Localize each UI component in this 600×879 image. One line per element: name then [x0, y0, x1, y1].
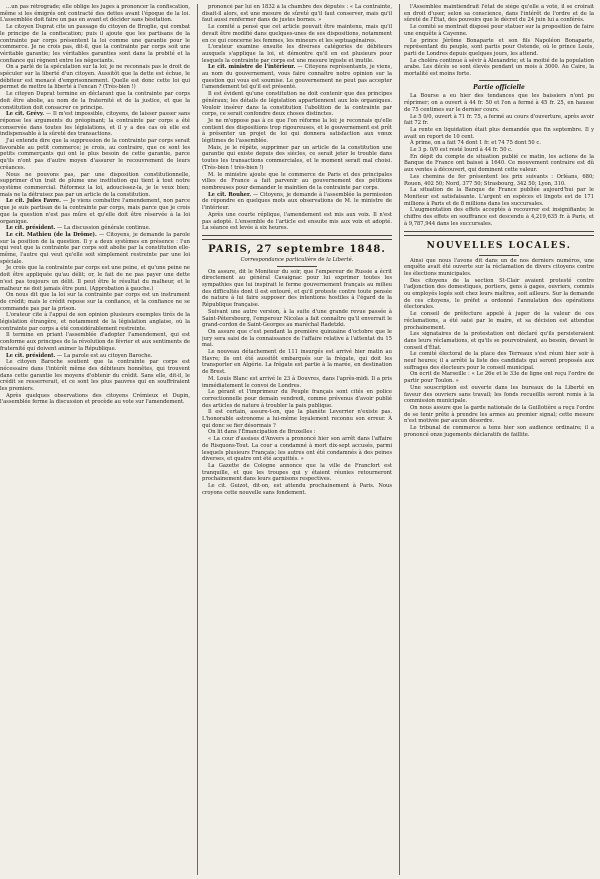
article-paragraph	[404, 38, 594, 58]
speaker-name: Le cit. Jules Favre.	[6, 198, 61, 205]
article-paragraph	[202, 376, 392, 389]
paragraph-text: Le tribunal de commerce a tenu hier son audience ordinaire; il a prononcé onze jugements déclaratifs de faillite.	[404, 425, 594, 438]
article-paragraph	[0, 198, 190, 225]
paragraph-text: On écrit de Marseille : « Le 26e et le 33e de ligne ont reçu l'ordre de partir pour Toulon. »	[404, 371, 594, 385]
paragraph-text: prononcé par lui en 1832 à la chambre des députés : « La contrainte, disait-il alors, est une mesure de sûreté qu'il faut conserver, mais qu'il faut aussi renfermer dans de justes bornes. »	[202, 4, 392, 24]
paragraph-text: — Citoyens, je demande à l'assemblée la permission de répondre en quelques mots aux observations de M. le ministre de l'intérieur.	[202, 191, 392, 212]
article-paragraph	[404, 174, 594, 187]
article-paragraph	[202, 44, 392, 64]
paragraph-text: Le cit. Guizot, dit-on, est attendu prochainement à Paris. Nous croyons cette nouvelle sans fondement.	[202, 483, 392, 496]
section-separator	[404, 231, 594, 236]
paragraph-text: L'orateur examine ensuite les diverses catégories de débiteurs auxquels s'applique la loi, et démontre qu'il en est plusieurs pour lesquels la contrainte par corps est une mesure injuste et inutile.	[202, 44, 392, 64]
article-paragraph	[202, 212, 392, 232]
speaker-name: Le cit. Grévy.	[6, 111, 45, 118]
article-paragraph	[404, 311, 594, 331]
article-paragraph	[202, 118, 392, 145]
column-1	[0, 4, 190, 875]
article-paragraph	[404, 187, 594, 207]
paragraph-text: — La discussion générale continue.	[57, 225, 151, 232]
article-paragraph	[0, 332, 190, 352]
article-paragraph	[0, 225, 190, 232]
subsection-title: Partie officielle	[473, 83, 525, 91]
paragraph-text: Les signataires de la protestation ont déclaré qu'ils persisteraient dans leurs réclamations, et qu'ils se pourvoiraient, au besoin, devant le conseil d'État.	[404, 331, 594, 351]
article-paragraph	[0, 64, 190, 91]
article-paragraph	[404, 93, 594, 113]
column-3-bourse	[404, 93, 594, 227]
paragraph-text: Le gérant et l'imprimeur du Peuple français sont cités en police correctionnelle pour demain vendredi, comme prévenus d'avoir publié des articles de nature à troubler la paix publique.	[202, 389, 392, 409]
paragraph-text: Le comité se montrait disposé pour statuer sur la proposition de faire une enquête à Cayenne.	[404, 24, 594, 37]
paragraph-text: M. Louis Blanc est arrivé le 23 à Douvres, dans l'après-midi. Il a pris immédiatement le convoi de Londres.	[202, 375, 392, 389]
speaker-name: Le cit. Rouher.	[208, 191, 252, 198]
article-paragraph	[404, 127, 594, 140]
paragraph-text: Le 5 0/0, ouvert à 71 fr. 75, a fermé au cours d'ouverture, après avoir fait 72 fr.	[404, 113, 594, 127]
article-paragraph	[404, 147, 594, 154]
article-paragraph	[202, 389, 392, 409]
article-paragraph	[404, 385, 594, 405]
paragraph-text: Nous ne pouvons pas, par une disposition constitutionnelle, supprimer d'un trait de plume une institution qui tient à tout notre système commercial. Réformez la loi, adoucissez-la, je le veux bien; mais ne la détruisez pas par un article de la constitution.	[0, 171, 190, 198]
paragraph-text: …un pas rétrograde; elle oblige les juges à prononcer la confiscation, même si les émigrés ont contracté des dettes avant l'époque de la loi. L'assemblée doit faire un pas en avant et décider sans hésitation.	[0, 4, 190, 24]
short-rule	[479, 255, 519, 256]
column-rule	[399, 4, 400, 875]
speaker-name: Le cit. président.	[6, 225, 56, 232]
local-news-title: NOUVELLES LOCALES.	[426, 240, 572, 251]
article-paragraph	[202, 436, 392, 463]
short-rule	[479, 80, 519, 81]
paragraph-text: Le choléra continue à sévir à Alexandrie; et la moitié de la population arabe. Les décès se sont élevés pendant un mois à 3000. Au Caire, la mortalité est moins forte.	[404, 57, 594, 78]
speaker-name: Le cit. ministre de l'intérieur.	[208, 64, 296, 71]
correspondence-subhead: Correspondance particulière de la Liberté.	[240, 256, 354, 263]
paragraph-text: Mais, je le répète, supprimer par un article de la constitution une garantie qui existe depuis des siècles, ce serait jeter le trouble dans toutes les transactions commerciales, et le moment serait mal choisi. (Très-bien ! très-bien !)	[202, 144, 392, 171]
paragraph-text: L'orateur cite à l'appui de son opinion plusieurs exemples tirés de la législation étrangère, et notamment de la législation anglaise, où la contrainte par corps a été considérablement restreinte.	[0, 312, 190, 332]
paragraph-text: Il est certain, assure-t-on, que la planète Leverrier n'existe pas. L'honorable astronome a lui-même loyalement reconnu son erreur. À qui donc se fier désormais ?	[202, 409, 392, 429]
article-paragraph	[404, 4, 594, 24]
paragraph-text: On nous assure que la garde nationale de la Guillotière a reçu l'ordre de se tenir prête à prendre les armes au premier signal; cette mesure n'est motivée par aucun désordre.	[404, 404, 594, 425]
article-paragraph	[0, 4, 190, 24]
article-paragraph	[404, 425, 594, 438]
paragraph-text: La Bourse a eu hier des tendances que les baissiers n'ont pu réprimer; on a ouvert à 44 fr. 50 et l'on a fermé à 45 fr. 25, en hausse de 75 centimes sur le dernier cours.	[404, 93, 594, 113]
article-paragraph	[404, 114, 594, 127]
paragraph-text: Le 3 p. 0/0 est resté lourd à 44 fr. 50 c.	[410, 147, 513, 154]
paragraph-text: J'ai entendu dire que la suppression de la contrainte par corps serait favorable au petit commerce; je crois, au contraire, que ce sont les petits commerçants qui ont le plus besoin de cette garantie, parce qu'ils n'ont pas d'autre moyen d'assurer le recouvrement de leurs créances.	[0, 138, 190, 171]
column-2-news	[202, 269, 392, 497]
article-paragraph	[404, 371, 594, 384]
paragraph-text: — Je viens combattre l'amendement, non parce que je suis partisan de la contrainte par corps, mais parce que je crois que la question n'est pas mûre et qu'elle doit être réservée à la loi organique.	[0, 198, 190, 225]
paragraph-text: Suivant une autre version, à la suite d'une grande revue passée à Saint-Pétersbourg, l'empereur Nicolas a fait connaître qu'il enverrait le grand-cordon de Saint-Georges au maréchal Radetzki.	[202, 308, 392, 329]
paragraph-text: « La cour d'assises d'Anvers a prononcé hier son arrêt dans l'affaire de Risquons-Tout. La cour a condamné à mort dix-sept accusés, parmi lesquels plusieurs Français; les autres ont été condamnés à des peines diverses, et quatre ont été acquittés. »	[202, 436, 392, 463]
paragraph-text: Le nouveau détachement de 111 insurgés est arrivé hier matin au Havre; ils ont été aussitôt embarqués sur la frégate, qui doit les transporter en Algérie. La frégate est partie à la marée, en destination de Brest.	[202, 349, 392, 376]
article-paragraph	[202, 64, 392, 91]
paragraph-text: — La parole est au citoyen Baroche.	[57, 352, 153, 359]
paragraph-text: — Citoyens représentants, je viens, au nom du gouvernement, vous faire connaître notre opinion sur la question qui vous est soumise. Le gouvernement ne peut pas accepter l'amendement tel qu'il est présenté.	[202, 64, 392, 91]
column-2	[202, 4, 392, 875]
column-3	[404, 4, 594, 875]
paragraph-text: En dépit du compte de situation publié ce matin, les actions de la Banque de France ont baissé à 1640. Ce mouvement contraire est dû aux ventes à découvert, qui dominent cette valeur.	[404, 153, 594, 174]
paragraph-text: Le comité électoral de la place des Terreaux s'est réuni hier soir à neuf heures; il a arrêté la liste des candidats qui seront proposés aux suffrages des électeurs pour le conseil municipal.	[404, 351, 594, 371]
article-paragraph	[0, 91, 190, 111]
article-paragraph	[202, 309, 392, 329]
article-paragraph	[0, 111, 190, 138]
article-paragraph	[202, 172, 392, 192]
article-paragraph	[0, 353, 190, 360]
article-paragraph	[202, 91, 392, 118]
paragraph-text: Il est évident qu'une constitution ne doit contenir que des principes généraux; les détails de législation appartiennent aux lois organiques. Vouloir insérer dans la constitution l'abolition de la contrainte par corps, ce serait confondre deux choses distinctes.	[202, 91, 392, 118]
paragraph-text: On assure, dit le Moniteur du soir, que l'empereur de Russie a écrit directement au général Cavaignac pour lui exprimer toutes les sympathies que lui inspirait le ferme gouvernement français au milieu des difficultés dont il est entouré, et qu'il proteste contre toute pensée de nature à lui faire supposer des intentions hostiles à l'égard de la République française.	[202, 268, 392, 309]
article-paragraph	[0, 138, 190, 172]
paragraph-text: Une souscription est ouverte dans les bureaux de la Liberté en faveur des ouvriers sans travail; les fonds recueillis seront remis à la commission municipale.	[404, 384, 594, 405]
paragraph-text: On lit dans l'Émancipation de Bruxelles :	[208, 429, 316, 436]
article-paragraph	[0, 312, 190, 332]
paragraph-text: Le citoyen Baroche soutient que la contrainte par corps est nécessaire dans l'intérêt même des débiteurs honnêtes, qui trouvent dans cette garantie les moyens d'obtenir du crédit. Sans elle, dit-il, le crédit se resserrerait, et ce sont les plus pauvres qui en souffriraient les premiers.	[0, 359, 190, 393]
article-paragraph	[202, 329, 392, 349]
paragraph-text: La situation de la Banque de France publiée aujourd'hui par le Moniteur est satisfaisante. L'argent en espèces et lingots est de 171 millions à Paris et de 8 millions dans les succursales.	[404, 187, 594, 207]
paragraph-text: Je ne m'oppose pas à ce que l'on réforme la loi; je reconnais qu'elle contient des dispositions trop rigoureuses, et le gouvernement est prêt à présenter un projet de loi qui donnera satisfaction aux vœux légitimes de l'assemblée.	[202, 117, 392, 145]
paragraph-text: On a parlé de la spéculation sur la loi; je ne reconnais pas le droit de spéculer sur la liberté d'un citoyen. Aussitôt que la dette est échue, le débiteur est menacé d'emprisonnement. Quelle est donc cette loi qui permet de mettre la liberté à l'encan ? (Très-bien !)	[0, 64, 190, 91]
paragraph-text: — Il m'est impossible, citoyens, de laisser passer sans réponse les arguments du préopinant; la contrainte par corps a été conservée dans toutes les législations, et il y a des cas où elle est indispensable à la sûreté des transactions.	[0, 111, 190, 138]
column-rule	[197, 4, 198, 875]
paragraph-text: Le prince Jérôme Bonaparte et son fils Napoléon Bonaparte, représentant du peuple, sont partis pour Ostende, où le prince Louis, parti de Londres depuis quelques jours, les attend.	[404, 37, 594, 57]
speaker-name: Le cit. président.	[6, 352, 56, 359]
paragraph-text: Le citoyen Duprat cite un passage du citoyen de Broglie, qui combat le principe de la confiscation; puis il ajoute que les partisans de la contrainte par corps présentent la loi comme une garantie pour le commerce. Je ne crois pas, dit-il, que la contrainte par corps soit une véritable garantie; les véritables garanties sont dans la probité et la confiance qui règnent entre les négociants.	[0, 24, 190, 64]
paragraph-text: La Gazette de Cologne annonce que la ville de Francfort est tranquille, et que les troupes qui y étaient réunies retourneront prochainement dans leurs garnisons respectives.	[202, 463, 392, 483]
paragraph-text: On nous dit que la loi sur la contrainte par corps est un instrument de crédit; mais le crédit repose sur la confiance, et la confiance ne se commande pas par la prison.	[0, 292, 190, 312]
article-paragraph	[0, 393, 190, 406]
article-paragraph	[0, 232, 190, 266]
paragraph-text: Après une courte réplique, l'amendement est mis aux voix. Il n'est pas adopté. L'ensemble de l'article est ensuite mis aux voix et adopté. La séance est levée à six heures.	[202, 211, 392, 232]
article-paragraph	[0, 172, 190, 199]
speaker-name: Le cit. Mathieu (de la Drôme).	[6, 231, 97, 238]
article-paragraph	[202, 483, 392, 496]
paragraph-text: Je crois que la contrainte par corps est une peine, et qu'une peine ne doit être appliquée qu'au délit; or, le fait de ne pas payer une dette n'est pas toujours un délit. Il peut être le résultat du malheur, et le malheur ne doit jamais être puni. (Approbation à gauche.)	[0, 265, 190, 292]
article-paragraph	[0, 292, 190, 312]
article-paragraph	[202, 24, 392, 44]
article-paragraph	[404, 24, 594, 37]
column-2-top-articles	[202, 4, 392, 232]
paragraph-text: Le comité a pensé que cet article pouvait être maintenu, mais qu'il devait être modifié dans quelques-unes de ses dispositions, notamment en ce qui concerne les femmes, les mineurs et les septuagénaires.	[202, 24, 392, 44]
article-paragraph	[202, 4, 392, 24]
paragraph-text: Les chemins de fer présentent les prix suivants : Orléans, 680; Rouen, 402 50; Nord, 377 50; Strasbourg, 342 50; Lyon, 310.	[404, 173, 594, 187]
article-paragraph	[202, 269, 392, 309]
article-paragraph	[404, 154, 594, 174]
paragraph-text: À prime, on a fait 74 dont 1 fr. et 74 75 dont 50 c.	[410, 140, 541, 147]
article-paragraph	[404, 207, 594, 227]
paragraph-text: Après quelques observations des citoyens Crémieux et Dupin, l'assemblée ferme la discussion et procède au vote sur l'amendement.	[0, 392, 190, 406]
article-paragraph	[404, 351, 594, 371]
article-paragraph	[202, 409, 392, 429]
paragraph-text: L'augmentation des effets acceptés à recouvrer est insignifiante; le chiffre des effets en souffrance est descendu à 4,219,635 fr. à Paris, et à 9,787,944 dans les succursales.	[404, 207, 594, 227]
paragraph-text: M. le ministre ajoute que le commerce de Paris et des principales villes de France a fait parvenir au gouvernement des pétitions nombreuses pour demander le maintien de la contrainte par corps.	[202, 171, 392, 191]
short-rule	[277, 266, 317, 267]
article-paragraph	[202, 349, 392, 376]
article-paragraph	[202, 145, 392, 172]
article-paragraph	[0, 24, 190, 64]
paragraph-text: l'Assemblée maintiendrait l'état de siège qu'elle a voté, il se croirait en droit d'user, selon sa conscience, dans l'intérêt de l'ordre et de la sûreté de l'État, des pouvoirs que le décret du 24 juin lui a conférés.	[404, 4, 594, 24]
paragraph-text: On assure que c'est pendant la première quinzaine d'octobre que le jury sera saisi de la connaissance de l'affaire relative à l'attentat du 15 mai.	[202, 328, 392, 349]
article-paragraph	[202, 463, 392, 483]
dateline: PARIS, 27 septembre 1848.	[208, 243, 386, 255]
paragraph-text: La rente en liquidation était plus demandée que fin septembre. Il y avait un report de 10 cent.	[404, 126, 594, 140]
paragraph-text: — Citoyens, je demande la parole sur la position de la question. Il y a deux systèmes en présence : l'un qui veut que la contrainte par corps soit abolie par la constitution elle-même, l'autre qui veut qu'elle soit simplement restreinte par une loi spéciale.	[0, 231, 190, 265]
column-3-top-articles	[404, 4, 594, 78]
article-paragraph	[404, 405, 594, 425]
paragraph-text: Il termine en priant l'assemblée d'adopter l'amendement, qui est conforme aux principes de la révolution de février et aux sentiments de fraternité qui doivent animer la République.	[0, 332, 190, 352]
paragraph-text: Ainsi que nous l'avons dit dans un de nos derniers numéros, une enquête avait été ouverte sur la réclamation de divers citoyens contre les élections municipales.	[404, 257, 594, 277]
article-paragraph	[202, 192, 392, 212]
article-paragraph	[404, 58, 594, 78]
article-paragraph	[0, 359, 190, 393]
article-paragraph	[0, 265, 190, 292]
section-separator	[202, 235, 392, 240]
paragraph-text: Le conseil de préfecture appelé à juger de la valeur de ces réclamations, a été saisi par le maire, et sa décision est attendue prochainement.	[404, 311, 594, 331]
paragraph-text: Le citoyen Duprat termine en déclarant que la contrainte par corps doit être abolie, au nom de la fraternité et de la justice, et que la constitution doit consacrer ce principe.	[0, 91, 190, 111]
column-3-local-news	[404, 258, 594, 439]
article-paragraph	[404, 331, 594, 351]
article-paragraph	[404, 278, 594, 312]
paragraph-text: Des citoyens de la section St-Clair avaient protesté contre l'adjonction des domestiques, portiers, gens à gages, ouvriers, commis ou employés logés soit chez leurs maîtres, soit ailleurs. Sur la demande de ces citoyens, le préfet a ordonné l'annulation des opérations électorales.	[404, 277, 594, 311]
article-paragraph	[404, 258, 594, 278]
